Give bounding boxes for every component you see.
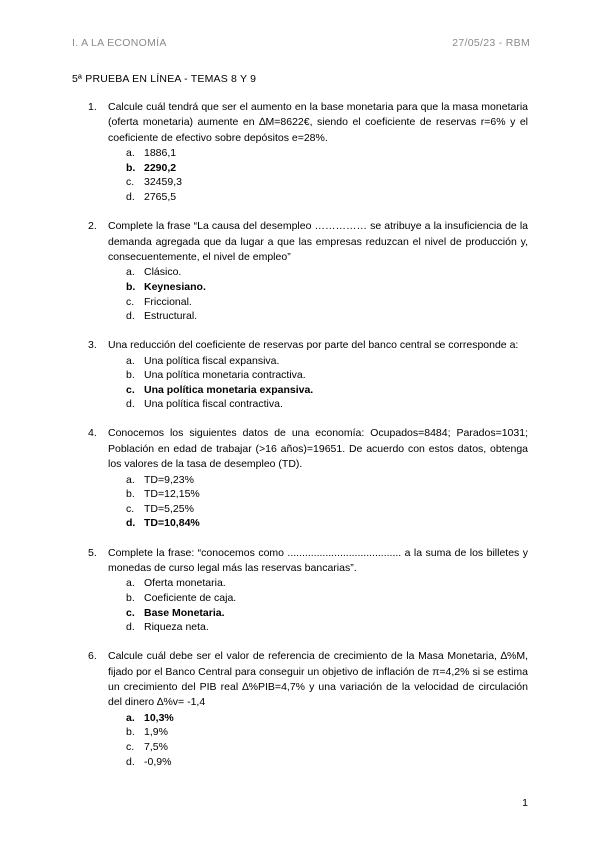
question-text: Una reducción del coeficiente de reservas por parte del banco central se corresponde a: (108, 339, 519, 352)
question-text: Complete la frase “La causa del desempleo …………… se atribuye a la insuficiencia de la demanda agregada que da lugar a que las empresas reduzcan el nivel de producción y, consecuentemente, el nivel de empleo” (108, 220, 528, 263)
header-course: I. A LA ECONOMÍA (72, 37, 167, 49)
question-text: Calcule cuál tendrá que ser el aumento en la base monetaria para que la masa monetaria (oferta monetaria) aumente en ∆M=8622€, siendo el coeficiente de reservas r=6% y el coeficiente de efectivo sobre depósitos e=28%. (108, 101, 528, 144)
option-a-correct: a. 10,3% (126, 711, 174, 724)
question-4 (88, 426, 528, 531)
option-a: a. TD=9,23% (126, 473, 194, 486)
question-text: Conocemos los siguientes datos de una economía: Ocupados=8484; Parados=1031; Población en edad de trabajar (>16 años)=19651. De acuerdo con estos datos, obtenga los valores de la tasa de desempleo (TD). (108, 427, 528, 471)
option-d: d. Estructural. (126, 310, 198, 323)
options-list (126, 265, 528, 323)
options-list (126, 711, 528, 769)
question-text: Calcule cuál debe ser el valor de referencia de crecimiento de la Masa Monetaria, ∆%M, fijado por el Banco Central para conseguir un objetivo de inflación de π=4,2% si se estima un crecimiento del PIB real ∆%PIB=4,7% y una variación de la velocidad de circulación del dinero ∆%v= -1,4 (108, 650, 528, 709)
options-list (126, 146, 528, 204)
options-list (126, 576, 528, 634)
option-a: a. Oferta monetaria. (126, 577, 226, 590)
question-3 (88, 338, 528, 412)
option-a: a. 1886,1 (126, 147, 177, 160)
option-d: d. 2765,5 (126, 191, 177, 203)
option-c: c. 7,5% (126, 741, 168, 754)
question-6 (88, 649, 528, 769)
option-d: d. -0,9% (126, 755, 172, 768)
options-list (126, 354, 528, 412)
question-number: 3. (88, 339, 97, 352)
question-5 (88, 546, 528, 635)
option-c-correct: c. Una política monetaria expansiva. (126, 383, 314, 396)
question-number: 4. (88, 427, 97, 440)
question-number: 6. (88, 650, 97, 663)
header-date: 27/05/23 - RBM (452, 37, 530, 49)
option-c: c. Friccional. (126, 295, 192, 308)
option-b: b. TD=12,15% (126, 488, 200, 501)
option-b-correct: b. Keynesiano. (126, 280, 206, 293)
option-d: d. Una política fiscal contractiva. (126, 398, 283, 411)
options-list (126, 473, 528, 531)
option-a: a. Clásico. (126, 266, 182, 279)
option-b: b. Una política monetaria contractiva. (126, 369, 306, 382)
page-number: 1 (522, 797, 528, 809)
option-b: b. Coeficiente de caja. (126, 591, 237, 604)
option-d: d. Riqueza neta. (126, 621, 209, 634)
option-c-correct: c. Base Monetaria. (126, 606, 225, 619)
question-text: Complete la frase: “conocemos como ....................................... a la suma de los billetes y monedas de curso legal más las reservas bancarias”. (108, 546, 528, 574)
question-number: 2. (88, 220, 97, 233)
option-b: b. 1,9% (126, 726, 168, 739)
question-2 (88, 219, 528, 324)
page-title: 5ª PRUEBA EN LÍNEA - TEMAS 8 Y 9 (72, 73, 257, 85)
option-a: a. Una política fiscal expansiva. (126, 354, 280, 367)
question-list (88, 100, 528, 784)
question-1 (88, 100, 528, 205)
option-d-correct: d. TD=10,84% (126, 517, 200, 530)
option-c: c. 32459,3 (126, 176, 182, 189)
option-b-correct: b. 2290,2 (126, 161, 177, 174)
question-number: 1. (88, 101, 97, 113)
option-c: c. TD=5,25% (126, 502, 194, 515)
question-number: 5. (88, 546, 97, 559)
